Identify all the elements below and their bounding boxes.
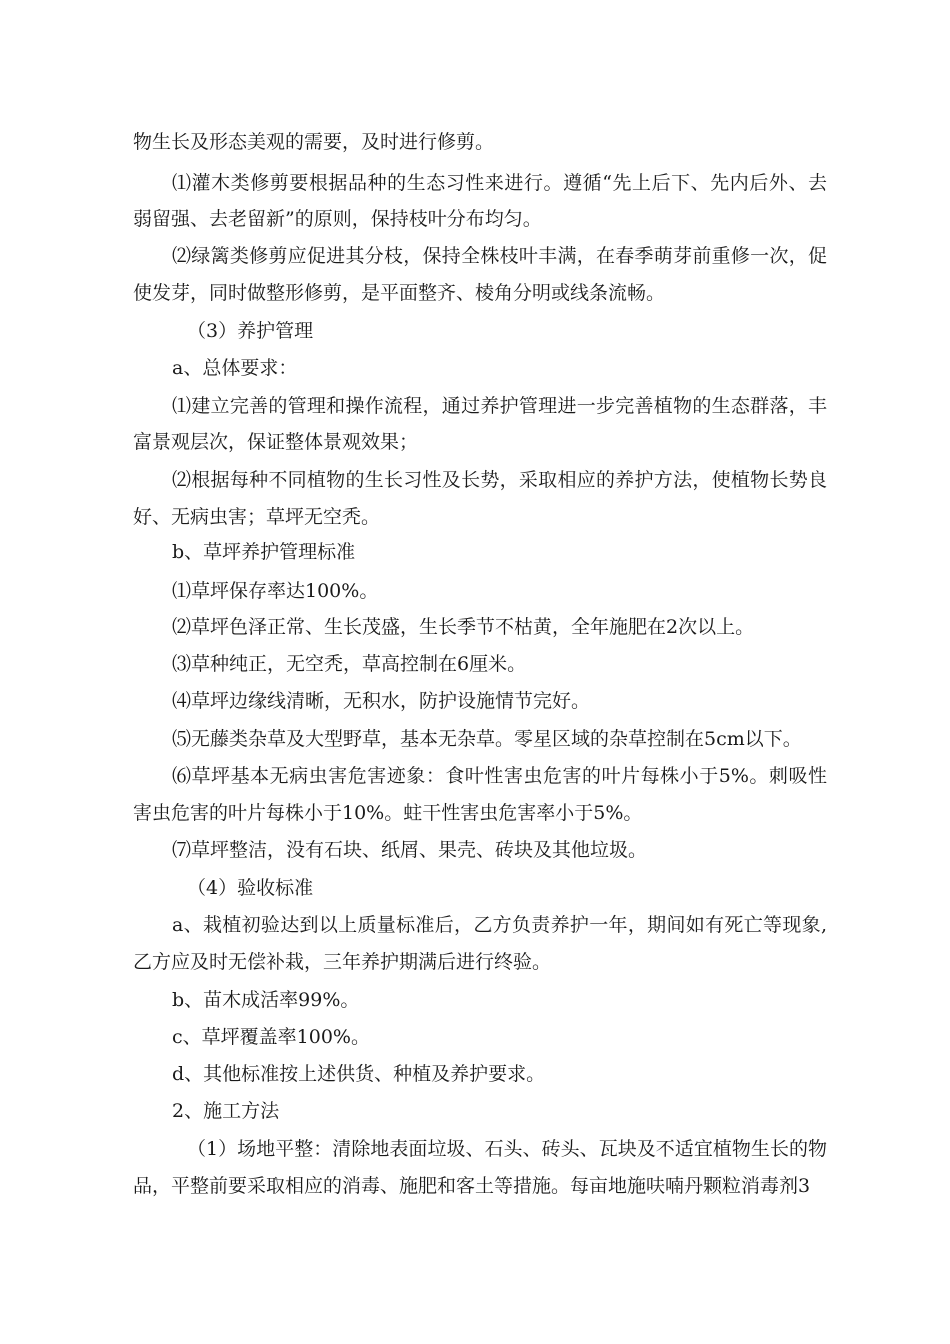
list-item: b、苗木成活率99%。 bbox=[172, 989, 360, 1011]
body-text-line: ⑵绿篱类修剪应促进其分枝，保持全株枝叶丰满，在春季萌芽前重修一次，促 bbox=[172, 245, 827, 267]
list-item: ⑸无藤类杂草及大型野草，基本无杂草。零星区域的杂草控制在5cm以下。 bbox=[172, 728, 802, 750]
list-item: ⑵草坪色泽正常、生长茂盛，生长季节不枯黄，全年施肥在2次以上。 bbox=[172, 616, 755, 638]
list-item: d、其他标准按上述供货、种植及养护要求。 bbox=[172, 1063, 546, 1085]
body-text-line: 弱留强、去老留新”的原则，保持枝叶分布均匀。 bbox=[133, 208, 542, 230]
body-text-line: 使发芽，同时做整形修剪，是平面整齐、棱角分明或线条流畅。 bbox=[133, 282, 666, 304]
section-heading: （4）验收标准 bbox=[187, 877, 314, 899]
list-item: ⑶草种纯正，无空秃，草高控制在6厘米。 bbox=[172, 653, 527, 675]
list-item: c、草坪覆盖率100%。 bbox=[172, 1026, 370, 1048]
body-text-line: 好、无病虫害；草坪无空秃。 bbox=[133, 506, 381, 528]
section-heading: 2、施工方法 bbox=[172, 1100, 280, 1122]
body-text-line: ⑴建立完善的管理和操作流程，通过养护管理进一步完善植物的生态群落，丰 bbox=[172, 395, 827, 417]
body-text-line: 乙方应及时无偿补栽，三年养护期满后进行终验。 bbox=[133, 951, 552, 973]
body-text-line: 品，平整前要采取相应的消毒、施肥和客土等措施。每亩地施呋喃丹颗粒消毒剂3 bbox=[133, 1175, 811, 1197]
list-item: ⑺草坪整洁，没有石块、纸屑、果壳、砖块及其他垃圾。 bbox=[172, 839, 648, 861]
body-text-line: a、栽植初验达到以上质量标准后，乙方负责养护一年，期间如有死亡等现象, bbox=[172, 914, 827, 936]
body-text-line: （1）场地平整：清除地表面垃圾、石头、砖头、瓦块及不适宜植物生长的物 bbox=[187, 1138, 827, 1160]
body-text-line: ⑴灌木类修剪要根据品种的生态习性来进行。遵循“先上后下、先内后外、去 bbox=[172, 172, 827, 194]
section-heading: （3）养护管理 bbox=[187, 320, 314, 342]
subsection-heading: b、草坪养护管理标准 bbox=[172, 541, 356, 563]
body-text-line: 物生长及形态美观的需要，及时进行修剪。 bbox=[133, 131, 495, 153]
list-item: ⑹草坪基本无病虫害危害迹象：食叶性害虫危害的叶片每株小于5%。刺吸性 bbox=[172, 765, 827, 787]
list-item: ⑴草坪保存率达100%。 bbox=[172, 580, 379, 602]
body-text-line: 害虫危害的叶片每株小于10%。蛀干性害虫危害率小于5%。 bbox=[133, 802, 643, 824]
list-item: ⑷草坪边缘线清晰，无积水，防护设施情节完好。 bbox=[172, 690, 591, 712]
subsection-heading: a、总体要求： bbox=[172, 357, 298, 379]
body-text-line: ⑵根据每种不同植物的生长习性及长势，采取相应的养护方法，使植物长势良 bbox=[172, 469, 827, 491]
body-text-line: 富景观层次，保证整体景观效果； bbox=[133, 431, 419, 453]
